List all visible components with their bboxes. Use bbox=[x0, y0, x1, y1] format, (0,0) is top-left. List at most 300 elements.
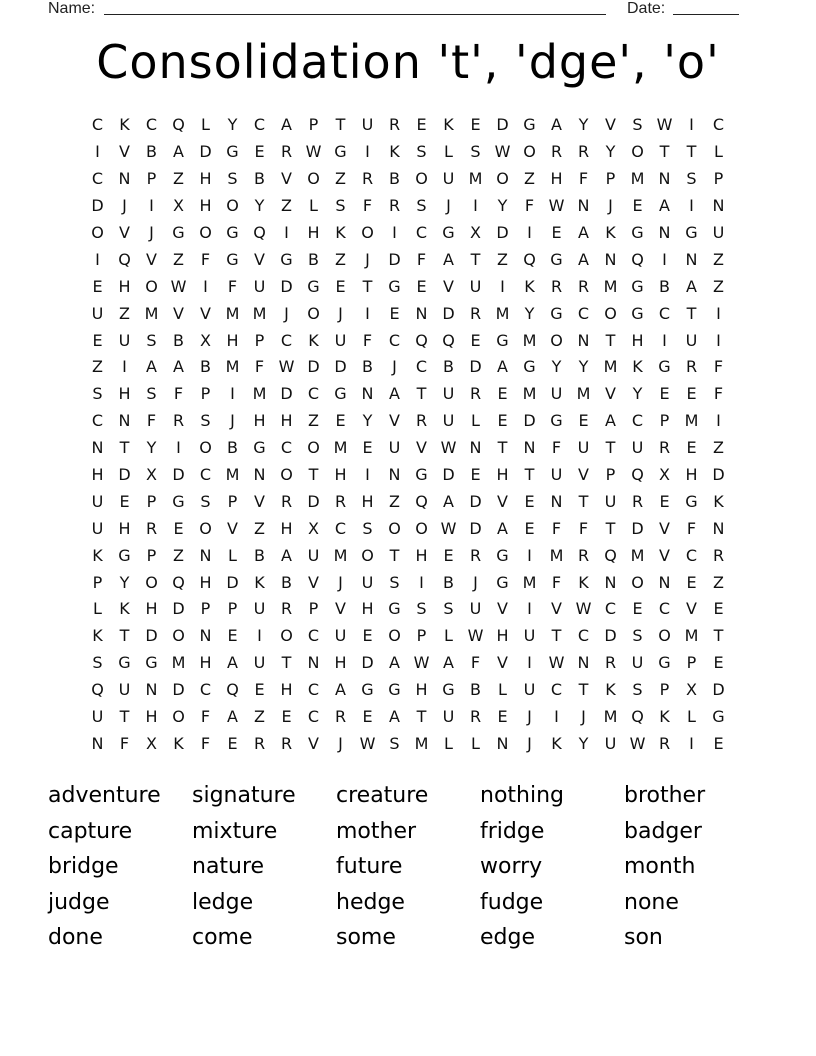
grid-letter[interactable]: U bbox=[307, 545, 320, 565]
grid-letter[interactable]: J bbox=[527, 707, 532, 727]
grid-letter[interactable]: R bbox=[388, 196, 401, 216]
grid-letter[interactable]: M bbox=[630, 545, 645, 565]
grid-letter[interactable]: N bbox=[91, 733, 104, 753]
date-blank-line[interactable] bbox=[673, 14, 739, 15]
grid-letter[interactable]: C bbox=[280, 438, 293, 458]
grid-letter[interactable]: R bbox=[658, 438, 671, 458]
grid-letter[interactable]: C bbox=[307, 707, 320, 727]
grid-letter[interactable]: P bbox=[416, 626, 427, 646]
grid-letter[interactable]: V bbox=[119, 223, 130, 242]
grid-letter[interactable]: T bbox=[659, 142, 670, 162]
grid-letter[interactable]: C bbox=[307, 680, 320, 700]
grid-letter[interactable]: I bbox=[230, 384, 235, 404]
grid-letter[interactable]: P bbox=[227, 491, 238, 511]
grid-letter[interactable]: B bbox=[308, 249, 319, 269]
grid-letter[interactable]: Y bbox=[578, 357, 589, 377]
grid-letter[interactable]: K bbox=[713, 491, 724, 511]
grid-letter[interactable]: G bbox=[685, 491, 698, 511]
grid-letter[interactable]: E bbox=[443, 545, 454, 565]
grid-letter[interactable]: Z bbox=[713, 438, 724, 458]
grid-letter[interactable]: H bbox=[334, 653, 347, 673]
grid-letter[interactable]: I bbox=[365, 465, 370, 485]
grid-letter[interactable]: G bbox=[550, 249, 563, 269]
grid-letter[interactable]: F bbox=[362, 196, 373, 216]
grid-letter[interactable]: G bbox=[388, 599, 401, 619]
grid-letter[interactable]: U bbox=[91, 707, 104, 727]
grid-letter[interactable]: S bbox=[389, 572, 400, 592]
grid-letter[interactable]: H bbox=[361, 491, 374, 511]
grid-letter[interactable]: P bbox=[254, 330, 265, 350]
grid-letter[interactable]: P bbox=[605, 169, 616, 189]
grid-letter[interactable]: L bbox=[498, 680, 507, 700]
grid-letter[interactable]: O bbox=[172, 626, 185, 646]
grid-letter[interactable]: O bbox=[145, 572, 158, 592]
grid-letter[interactable]: I bbox=[527, 653, 532, 673]
grid-letter[interactable]: Z bbox=[713, 572, 724, 592]
grid-letter[interactable]: H bbox=[145, 599, 158, 619]
grid-letter[interactable]: N bbox=[307, 653, 320, 673]
grid-letter[interactable]: M bbox=[522, 572, 537, 592]
grid-letter[interactable]: F bbox=[362, 330, 373, 350]
grid-letter[interactable]: H bbox=[415, 680, 428, 700]
grid-letter[interactable]: U bbox=[523, 626, 536, 646]
grid-letter[interactable]: U bbox=[253, 599, 266, 619]
grid-letter[interactable]: C bbox=[307, 626, 320, 646]
grid-letter[interactable]: Y bbox=[578, 115, 589, 135]
grid-letter[interactable]: P bbox=[146, 545, 157, 565]
grid-letter[interactable]: W bbox=[440, 438, 457, 458]
grid-letter[interactable]: N bbox=[361, 384, 374, 404]
grid-letter[interactable]: B bbox=[254, 545, 265, 565]
grid-letter[interactable]: T bbox=[578, 491, 589, 511]
grid-letter[interactable]: G bbox=[226, 249, 239, 269]
grid-letter[interactable]: R bbox=[280, 599, 293, 619]
grid-letter[interactable]: C bbox=[577, 626, 590, 646]
grid-letter[interactable]: B bbox=[281, 572, 292, 592]
grid-letter[interactable]: G bbox=[172, 491, 185, 511]
grid-letter[interactable]: G bbox=[523, 115, 536, 135]
grid-letter[interactable]: J bbox=[473, 572, 478, 592]
grid-letter[interactable]: C bbox=[388, 330, 401, 350]
grid-letter[interactable]: L bbox=[309, 196, 318, 216]
grid-letter[interactable]: F bbox=[119, 733, 130, 753]
grid-letter[interactable]: X bbox=[173, 196, 184, 216]
grid-letter[interactable]: V bbox=[497, 599, 508, 619]
grid-letter[interactable]: N bbox=[685, 249, 698, 269]
grid-letter[interactable]: O bbox=[280, 465, 293, 485]
grid-letter[interactable]: X bbox=[308, 518, 319, 538]
grid-letter[interactable]: T bbox=[416, 707, 427, 727]
grid-letter[interactable]: E bbox=[362, 707, 373, 727]
grid-letter[interactable]: K bbox=[308, 330, 319, 350]
grid-letter[interactable]: D bbox=[91, 196, 104, 216]
grid-letter[interactable]: G bbox=[685, 223, 698, 242]
grid-letter[interactable]: L bbox=[714, 142, 723, 162]
grid-letter[interactable]: J bbox=[338, 733, 343, 753]
grid-letter[interactable]: G bbox=[442, 680, 455, 700]
grid-letter[interactable]: U bbox=[253, 276, 266, 296]
grid-letter[interactable]: O bbox=[415, 169, 428, 189]
grid-letter[interactable]: V bbox=[551, 599, 562, 619]
grid-letter[interactable]: O bbox=[361, 223, 374, 242]
grid-letter[interactable]: T bbox=[713, 626, 724, 646]
grid-letter[interactable]: A bbox=[173, 142, 184, 162]
grid-letter[interactable]: Z bbox=[713, 276, 724, 296]
grid-letter[interactable]: G bbox=[172, 223, 185, 242]
grid-letter[interactable]: P bbox=[686, 653, 697, 673]
grid-letter[interactable]: S bbox=[632, 680, 643, 700]
grid-letter[interactable]: I bbox=[662, 330, 667, 350]
grid-letter[interactable]: C bbox=[604, 599, 617, 619]
grid-letter[interactable]: I bbox=[527, 223, 532, 242]
grid-letter[interactable]: I bbox=[392, 223, 397, 242]
grid-letter[interactable]: P bbox=[308, 599, 319, 619]
grid-letter[interactable]: I bbox=[716, 411, 721, 431]
grid-letter[interactable]: G bbox=[631, 223, 644, 242]
grid-letter[interactable]: F bbox=[470, 653, 481, 673]
grid-letter[interactable]: G bbox=[631, 303, 644, 323]
grid-letter[interactable]: I bbox=[527, 545, 532, 565]
grid-letter[interactable]: L bbox=[471, 411, 480, 431]
grid-letter[interactable]: H bbox=[361, 599, 374, 619]
grid-letter[interactable]: G bbox=[658, 357, 671, 377]
grid-letter[interactable]: L bbox=[471, 733, 480, 753]
grid-letter[interactable]: A bbox=[443, 491, 454, 511]
grid-letter[interactable]: Q bbox=[523, 249, 536, 269]
grid-letter[interactable]: O bbox=[604, 303, 617, 323]
grid-letter[interactable]: W bbox=[629, 733, 646, 753]
grid-letter[interactable]: D bbox=[145, 626, 158, 646]
grid-letter[interactable]: M bbox=[522, 330, 537, 350]
grid-letter[interactable]: H bbox=[280, 518, 293, 538]
grid-letter[interactable]: E bbox=[362, 626, 373, 646]
grid-letter[interactable]: J bbox=[608, 196, 613, 216]
grid-letter[interactable]: W bbox=[170, 276, 187, 296]
grid-letter[interactable]: Y bbox=[632, 384, 643, 404]
grid-letter[interactable]: I bbox=[365, 303, 370, 323]
grid-letter[interactable]: R bbox=[604, 653, 617, 673]
grid-letter[interactable]: K bbox=[119, 115, 130, 135]
grid-letter[interactable]: A bbox=[605, 411, 616, 431]
grid-letter[interactable]: E bbox=[119, 491, 130, 511]
grid-letter[interactable]: E bbox=[335, 411, 346, 431]
grid-letter[interactable]: D bbox=[442, 303, 455, 323]
grid-letter[interactable]: O bbox=[172, 707, 185, 727]
grid-letter[interactable]: S bbox=[416, 142, 427, 162]
grid-letter[interactable]: A bbox=[389, 384, 400, 404]
grid-letter[interactable]: I bbox=[365, 142, 370, 162]
grid-letter[interactable]: A bbox=[551, 115, 562, 135]
grid-letter[interactable]: R bbox=[577, 276, 590, 296]
grid-letter[interactable]: B bbox=[200, 357, 211, 377]
grid-letter[interactable]: I bbox=[689, 115, 694, 135]
grid-letter[interactable]: F bbox=[524, 196, 535, 216]
grid-letter[interactable]: E bbox=[335, 276, 346, 296]
grid-letter[interactable]: P bbox=[146, 169, 157, 189]
grid-letter[interactable]: Y bbox=[524, 303, 535, 323]
grid-letter[interactable]: I bbox=[554, 707, 559, 727]
grid-letter[interactable]: W bbox=[494, 142, 511, 162]
grid-letter[interactable]: I bbox=[527, 599, 532, 619]
grid-letter[interactable]: B bbox=[227, 438, 238, 458]
grid-letter[interactable]: T bbox=[119, 626, 130, 646]
grid-letter[interactable]: P bbox=[605, 465, 616, 485]
grid-letter[interactable]: J bbox=[149, 223, 154, 242]
grid-letter[interactable]: Y bbox=[551, 357, 562, 377]
grid-letter[interactable]: V bbox=[659, 518, 670, 538]
grid-letter[interactable]: S bbox=[416, 196, 427, 216]
grid-letter[interactable]: Y bbox=[497, 196, 508, 216]
grid-letter[interactable]: D bbox=[712, 680, 725, 700]
grid-letter[interactable]: P bbox=[200, 599, 211, 619]
grid-letter[interactable]: N bbox=[253, 465, 266, 485]
grid-letter[interactable]: R bbox=[172, 411, 185, 431]
grid-letter[interactable]: U bbox=[361, 572, 374, 592]
grid-letter[interactable]: V bbox=[227, 518, 238, 538]
grid-letter[interactable]: Q bbox=[631, 465, 644, 485]
grid-letter[interactable]: F bbox=[686, 518, 697, 538]
grid-letter[interactable]: O bbox=[388, 518, 401, 538]
grid-letter[interactable]: W bbox=[440, 518, 457, 538]
grid-letter[interactable]: O bbox=[658, 626, 671, 646]
grid-letter[interactable]: N bbox=[415, 303, 428, 323]
grid-letter[interactable]: G bbox=[388, 680, 401, 700]
grid-letter[interactable]: D bbox=[523, 411, 536, 431]
grid-letter[interactable]: J bbox=[527, 733, 532, 753]
grid-letter[interactable]: T bbox=[686, 142, 697, 162]
grid-letter[interactable]: J bbox=[338, 303, 343, 323]
grid-letter[interactable]: M bbox=[225, 357, 240, 377]
grid-letter[interactable]: Q bbox=[172, 115, 185, 135]
grid-letter[interactable]: J bbox=[284, 303, 289, 323]
grid-letter[interactable]: K bbox=[254, 572, 265, 592]
grid-letter[interactable]: R bbox=[388, 115, 401, 135]
grid-letter[interactable]: K bbox=[524, 276, 535, 296]
grid-letter[interactable]: T bbox=[497, 438, 508, 458]
grid-letter[interactable]: O bbox=[199, 223, 212, 242]
grid-letter[interactable]: H bbox=[280, 680, 293, 700]
grid-letter[interactable]: C bbox=[415, 357, 428, 377]
grid-letter[interactable]: U bbox=[91, 518, 104, 538]
grid-letter[interactable]: D bbox=[361, 653, 374, 673]
grid-letter[interactable]: A bbox=[335, 680, 346, 700]
grid-letter[interactable]: G bbox=[334, 384, 347, 404]
grid-letter[interactable]: O bbox=[145, 276, 158, 296]
grid-letter[interactable]: Y bbox=[605, 142, 616, 162]
grid-letter[interactable]: D bbox=[469, 518, 482, 538]
grid-letter[interactable]: W bbox=[305, 142, 322, 162]
grid-letter[interactable]: D bbox=[469, 491, 482, 511]
grid-letter[interactable]: A bbox=[389, 653, 400, 673]
grid-letter[interactable]: N bbox=[199, 545, 212, 565]
grid-letter[interactable]: N bbox=[469, 438, 482, 458]
grid-letter[interactable]: F bbox=[551, 572, 562, 592]
grid-letter[interactable]: T bbox=[308, 465, 319, 485]
grid-letter[interactable]: A bbox=[497, 518, 508, 538]
grid-letter[interactable]: G bbox=[658, 653, 671, 673]
grid-letter[interactable]: W bbox=[575, 599, 592, 619]
grid-letter[interactable]: I bbox=[284, 223, 289, 242]
grid-letter[interactable]: N bbox=[118, 169, 131, 189]
grid-letter[interactable]: N bbox=[145, 680, 158, 700]
grid-letter[interactable]: I bbox=[689, 196, 694, 216]
grid-letter[interactable]: G bbox=[442, 223, 455, 242]
grid-letter[interactable]: F bbox=[551, 518, 562, 538]
grid-letter[interactable]: T bbox=[470, 249, 481, 269]
grid-letter[interactable]: Z bbox=[497, 249, 508, 269]
grid-letter[interactable]: M bbox=[468, 169, 483, 189]
grid-letter[interactable]: I bbox=[662, 249, 667, 269]
grid-letter[interactable]: G bbox=[550, 303, 563, 323]
grid-letter[interactable]: E bbox=[632, 196, 643, 216]
grid-letter[interactable]: S bbox=[389, 733, 400, 753]
grid-letter[interactable]: C bbox=[199, 680, 212, 700]
grid-letter[interactable]: O bbox=[307, 303, 320, 323]
grid-letter[interactable]: U bbox=[712, 223, 725, 242]
grid-letter[interactable]: O bbox=[631, 142, 644, 162]
grid-letter[interactable]: R bbox=[334, 491, 347, 511]
grid-letter[interactable]: S bbox=[632, 115, 643, 135]
grid-letter[interactable]: M bbox=[414, 733, 429, 753]
grid-letter[interactable]: M bbox=[252, 384, 267, 404]
grid-letter[interactable]: U bbox=[361, 115, 374, 135]
grid-letter[interactable]: F bbox=[551, 438, 562, 458]
grid-letter[interactable]: H bbox=[307, 223, 320, 242]
grid-letter[interactable]: E bbox=[362, 438, 373, 458]
grid-letter[interactable]: U bbox=[388, 438, 401, 458]
grid-letter[interactable]: Y bbox=[578, 733, 589, 753]
grid-letter[interactable]: N bbox=[577, 196, 590, 216]
grid-letter[interactable]: V bbox=[605, 384, 616, 404]
grid-letter[interactable]: T bbox=[551, 626, 562, 646]
grid-letter[interactable]: D bbox=[226, 572, 239, 592]
grid-letter[interactable]: R bbox=[253, 733, 266, 753]
grid-letter[interactable]: B bbox=[443, 357, 454, 377]
grid-letter[interactable]: K bbox=[551, 733, 562, 753]
grid-letter[interactable]: G bbox=[631, 276, 644, 296]
grid-letter[interactable]: V bbox=[281, 169, 292, 189]
grid-letter[interactable]: O bbox=[307, 169, 320, 189]
grid-letter[interactable]: V bbox=[578, 465, 589, 485]
grid-letter[interactable]: R bbox=[469, 384, 482, 404]
grid-letter[interactable]: X bbox=[470, 223, 481, 242]
grid-letter[interactable]: L bbox=[93, 599, 102, 619]
grid-letter[interactable]: S bbox=[686, 169, 697, 189]
grid-letter[interactable]: S bbox=[146, 384, 157, 404]
grid-letter[interactable]: S bbox=[92, 653, 103, 673]
grid-letter[interactable]: T bbox=[686, 303, 697, 323]
grid-letter[interactable]: D bbox=[307, 491, 320, 511]
grid-letter[interactable]: K bbox=[632, 357, 643, 377]
grid-letter[interactable]: I bbox=[203, 276, 208, 296]
grid-letter[interactable]: S bbox=[632, 626, 643, 646]
grid-letter[interactable]: U bbox=[631, 438, 644, 458]
grid-letter[interactable]: S bbox=[335, 196, 346, 216]
grid-letter[interactable]: Q bbox=[631, 249, 644, 269]
grid-letter[interactable]: D bbox=[469, 357, 482, 377]
grid-letter[interactable]: S bbox=[200, 411, 211, 431]
grid-letter[interactable]: G bbox=[280, 249, 293, 269]
grid-letter[interactable]: V bbox=[605, 115, 616, 135]
grid-letter[interactable]: A bbox=[389, 707, 400, 727]
grid-letter[interactable]: R bbox=[631, 491, 644, 511]
grid-letter[interactable]: K bbox=[443, 115, 454, 135]
grid-letter[interactable]: S bbox=[362, 518, 373, 538]
grid-letter[interactable]: L bbox=[687, 707, 696, 727]
grid-letter[interactable]: D bbox=[307, 357, 320, 377]
grid-letter[interactable]: Q bbox=[415, 330, 428, 350]
grid-letter[interactable]: G bbox=[226, 142, 239, 162]
grid-letter[interactable]: F bbox=[578, 518, 589, 538]
grid-letter[interactable]: Y bbox=[146, 438, 157, 458]
grid-letter[interactable]: U bbox=[469, 276, 482, 296]
grid-letter[interactable]: Y bbox=[362, 411, 373, 431]
grid-letter[interactable]: R bbox=[280, 142, 293, 162]
grid-letter[interactable]: G bbox=[496, 330, 509, 350]
grid-letter[interactable]: Z bbox=[713, 249, 724, 269]
grid-letter[interactable]: E bbox=[686, 438, 697, 458]
grid-letter[interactable]: K bbox=[659, 707, 670, 727]
grid-letter[interactable]: T bbox=[578, 680, 589, 700]
grid-letter[interactable]: E bbox=[632, 599, 643, 619]
grid-letter[interactable]: F bbox=[146, 411, 157, 431]
grid-letter[interactable]: U bbox=[604, 491, 617, 511]
grid-letter[interactable]: Z bbox=[92, 357, 103, 377]
grid-letter[interactable]: E bbox=[713, 733, 724, 753]
grid-letter[interactable]: M bbox=[333, 545, 348, 565]
grid-letter[interactable]: H bbox=[199, 572, 212, 592]
grid-letter[interactable]: M bbox=[495, 303, 510, 323]
grid-letter[interactable]: M bbox=[171, 653, 186, 673]
grid-letter[interactable]: Q bbox=[172, 572, 185, 592]
grid-letter[interactable]: X bbox=[146, 733, 157, 753]
grid-letter[interactable]: N bbox=[712, 518, 725, 538]
grid-letter[interactable]: R bbox=[415, 411, 428, 431]
grid-letter[interactable]: O bbox=[388, 626, 401, 646]
grid-letter[interactable]: B bbox=[146, 142, 157, 162]
grid-letter[interactable]: R bbox=[334, 707, 347, 727]
grid-letter[interactable]: D bbox=[172, 465, 185, 485]
grid-letter[interactable]: U bbox=[442, 411, 455, 431]
grid-letter[interactable]: S bbox=[146, 330, 157, 350]
grid-letter[interactable]: N bbox=[658, 169, 671, 189]
grid-letter[interactable]: D bbox=[280, 384, 293, 404]
grid-letter[interactable]: J bbox=[122, 196, 127, 216]
grid-letter[interactable]: U bbox=[442, 707, 455, 727]
grid-letter[interactable]: T bbox=[281, 653, 292, 673]
grid-letter[interactable]: K bbox=[335, 223, 346, 242]
grid-letter[interactable]: P bbox=[227, 599, 238, 619]
name-blank-line[interactable] bbox=[104, 14, 606, 15]
grid-letter[interactable]: Z bbox=[335, 249, 346, 269]
grid-letter[interactable]: H bbox=[415, 545, 428, 565]
grid-letter[interactable]: H bbox=[550, 169, 563, 189]
grid-letter[interactable]: G bbox=[226, 223, 239, 242]
grid-letter[interactable]: C bbox=[550, 680, 563, 700]
grid-letter[interactable]: I bbox=[716, 303, 721, 323]
grid-letter[interactable]: U bbox=[442, 384, 455, 404]
grid-letter[interactable]: T bbox=[119, 707, 130, 727]
grid-letter[interactable]: D bbox=[118, 465, 131, 485]
grid-letter[interactable]: N bbox=[523, 438, 536, 458]
grid-letter[interactable]: E bbox=[92, 330, 103, 350]
grid-letter[interactable]: G bbox=[415, 465, 428, 485]
grid-letter[interactable]: Z bbox=[335, 169, 346, 189]
grid-letter[interactable]: G bbox=[253, 438, 266, 458]
grid-letter[interactable]: R bbox=[550, 276, 563, 296]
grid-letter[interactable]: P bbox=[200, 384, 211, 404]
grid-letter[interactable]: W bbox=[656, 115, 673, 135]
